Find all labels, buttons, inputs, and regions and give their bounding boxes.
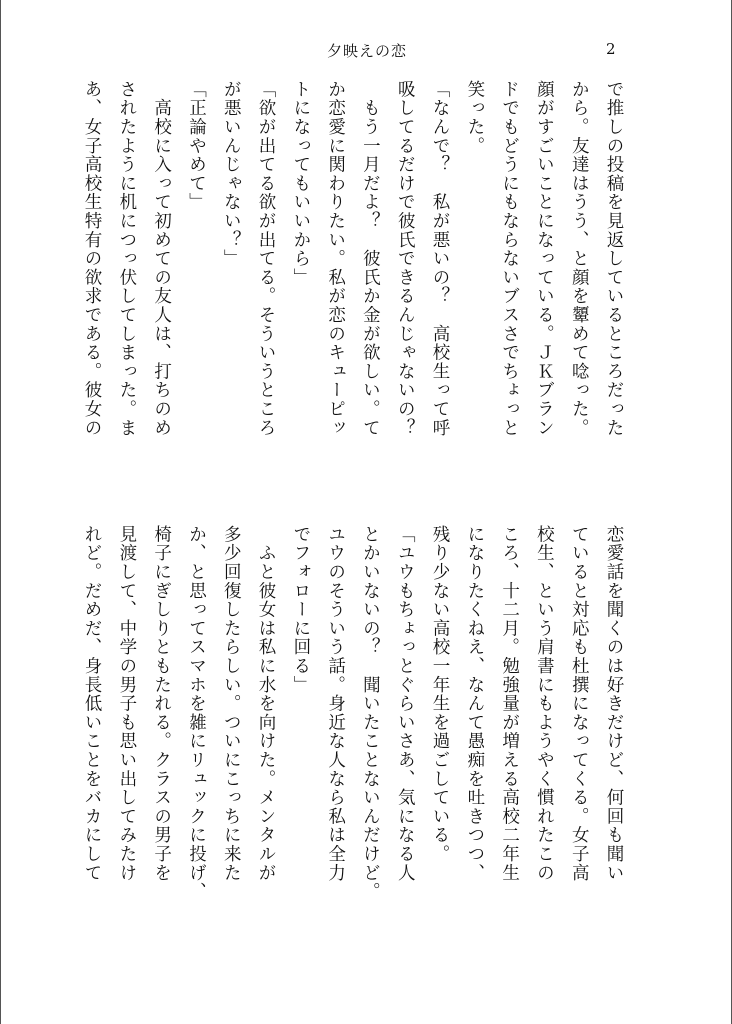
text-line: か、と思ってスマホを雑にリュックに投げ、 — [186, 525, 207, 901]
text-line: になりたくねえ、なんて愚痴を吐きつつ、 — [464, 525, 485, 883]
text-line: 「ユウもちょっとぐらいさあ、気になる人 — [395, 525, 416, 883]
text-line: 校生、という肩書にもようやく慣れたこの — [534, 525, 555, 883]
page-number: 2 — [606, 40, 616, 58]
text-line: ドでもどうにもならないブスさでちょっと — [499, 80, 520, 438]
text-line: ふと彼女は私に水を向けた。メンタルが — [256, 525, 277, 883]
text-line: トになってもいいから」 — [290, 80, 311, 287]
text-line: から。友達はうう、と顔を顰めて唸った。 — [569, 80, 590, 438]
text-line: 残り少ない高校一年生を過ごしている。 — [430, 525, 451, 864]
text-line: とかいないの？ 聞いたことないんだけど。 — [360, 525, 381, 901]
text-line: ころ、十二月。勉強量が増える高校二年生 — [499, 525, 520, 883]
text-line: 恋愛話を聞くのは好きだけど、何回も聞い — [604, 525, 624, 883]
text-line: あ、女子高校生特有の欲求である。彼女の — [82, 80, 103, 438]
text-line: 多少回復したらしい。ついにこっちに来た — [221, 525, 242, 883]
text-line: 見渡して、中学の男子も思い出してみたけ — [116, 525, 137, 883]
text-line: もう一月だよ？ 彼氏か金が欲しい。て — [360, 80, 381, 438]
text-line: で推しの投稿を見返しているところだった — [604, 80, 624, 438]
text-line: 吸してるだけで彼氏できるんじゃないの？ — [395, 80, 416, 438]
text-block-bottom — [74, 525, 631, 945]
text-line: 「正論やめて」 — [186, 80, 207, 212]
text-line: ユウのそういう話。身近な人なら私は全力 — [325, 525, 346, 883]
text-line: か恋愛に関わりたい。私が恋のキューピッ — [325, 80, 346, 438]
text-line: れど。だめだ、身長低いことをバカにして — [82, 525, 103, 883]
text-line: 「欲が出てる欲が出てる。そういうところ — [256, 80, 277, 438]
text-line: 笑った。 — [464, 80, 485, 156]
text-line: 顔がすごいことになっている。ＪＫブラン — [534, 80, 555, 438]
text-line: 高校に入って初めての友人は、打ちのめ — [151, 80, 172, 438]
text-line: が悪いんじゃない？」 — [221, 80, 242, 268]
text-block-top — [74, 80, 631, 500]
running-title: 夕映えの恋 — [326, 42, 407, 60]
text-line: 「なんで？ 私が悪いの？ 高校生って呼 — [430, 80, 451, 438]
text-line: されたように机につっ伏してしまった。ま — [116, 80, 137, 438]
text-line: 椅子にぎしりともたれる。クラスの男子を — [151, 525, 172, 883]
text-line: でフォローに回る」 — [290, 525, 311, 695]
text-line: ていると対応も杜撰になってくる。女子高 — [569, 525, 590, 883]
